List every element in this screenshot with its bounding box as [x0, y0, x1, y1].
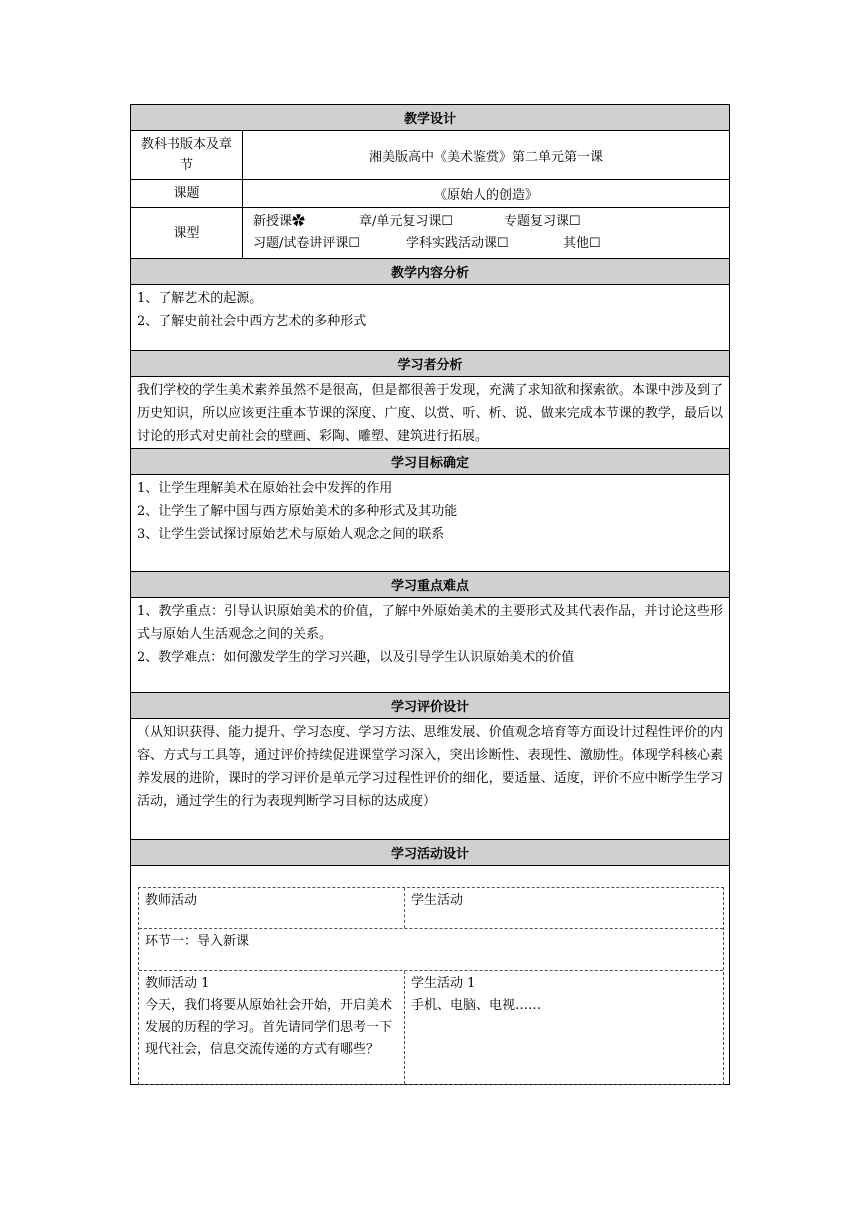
- stage-row: [139, 929, 723, 971]
- teacher-activity-text: 今天，我们将要从原始社会开始，开启美术发展的历程的学习。首先请同学们思考一下现代社会，信息交流传递的方式有哪些？: [145, 998, 393, 1057]
- goals-title: 学习目标确定: [390, 456, 469, 471]
- textbook-label: 教科书版本及章节: [131, 131, 243, 179]
- topic-row: [130, 179, 730, 207]
- activities-col-header-row: [139, 888, 723, 929]
- lesson-type-row: [130, 207, 730, 258]
- type-option-practice[interactable]: 学科实践活动课☐: [406, 236, 509, 251]
- goals-body: [130, 474, 730, 571]
- activities-header: [130, 839, 730, 865]
- type-option-unit-review[interactable]: 章/单元复习课☐: [359, 214, 454, 229]
- content-analysis-body: [130, 284, 730, 350]
- type-option-new[interactable]: 新授课✿: [253, 214, 306, 229]
- key-points-header: [130, 571, 730, 597]
- activities-body: [130, 865, 730, 1085]
- textbook-value: 湘美版高中《美术鉴赏》第二单元第一课: [368, 149, 603, 165]
- goal-line: 1、让学生理解美术在原始社会中发挥的作用: [137, 481, 393, 496]
- key-points-title: 学习重点难点: [390, 579, 469, 594]
- evaluation-text: （从知识获得、能力提升、学习态度、学习方法、思维发展、价值观念培育等方面设计过程性评价的内容、方式与工具等，通过评价持续促进课堂学习深入，突出诊断性、表现性、激励性。体现学科核心素养发展的进阶，课时的学习评价是单元学习过程性评价的细化，要适量、适度，评价不应中断学生学习活动，通过学生的行为表现判断学习目标的达成度）: [137, 725, 723, 809]
- student-activity: [405, 971, 723, 1084]
- topic-value: 《原始人的创造》: [433, 188, 538, 203]
- topic-label: 课题: [131, 180, 243, 207]
- key-points-body: [130, 597, 730, 692]
- learner-analysis-body: [130, 376, 730, 448]
- student-activity-title: 学生活动 1: [411, 976, 476, 991]
- evaluation-header: [130, 692, 730, 718]
- student-activity-text: 手机、电脑、电视……: [411, 998, 542, 1013]
- content-line: 2、了解史前社会中西方艺术的多种形式: [137, 314, 367, 329]
- learner-analysis-header: [130, 350, 730, 376]
- teacher-activity: [139, 971, 405, 1084]
- title-header: [130, 104, 730, 130]
- evaluation-title: 学习评价设计: [390, 700, 469, 715]
- type-option-other[interactable]: 其他☐: [563, 236, 601, 251]
- activity-row: [139, 971, 723, 1084]
- key-point-line: 1、教学重点：引导认识原始美术的价值，了解中外原始美术的主要形式及其代表作品，并讨论这些形式与原始人生活观念之间的关系。: [137, 604, 723, 642]
- textbook-row: [130, 130, 730, 179]
- content-analysis-header: [130, 258, 730, 284]
- goal-line: 3、让学生尝试探讨原始艺术与原始人观念之间的联系: [137, 527, 445, 542]
- key-point-line: 2、教学难点：如何激发学生的学习兴趣，以及引导学生认识原始美术的价值: [137, 650, 575, 665]
- goals-header: [130, 448, 730, 474]
- activities-title: 学习活动设计: [390, 847, 469, 862]
- teacher-activity-title: 教师活动 1: [145, 976, 210, 991]
- learner-analysis-title: 学习者分析: [397, 358, 463, 373]
- student-col-header: 学生活动: [411, 893, 464, 908]
- type-option-exercise[interactable]: 习题/试卷讲评课☐: [253, 236, 361, 251]
- type-label: 课型: [131, 208, 243, 258]
- lesson-type-options: [243, 208, 729, 258]
- content-analysis-title: 教学内容分析: [390, 266, 469, 281]
- evaluation-body: [130, 718, 730, 839]
- type-option-topic-review[interactable]: 专题复习课☐: [504, 214, 581, 229]
- activities-table: [138, 887, 724, 1085]
- lesson-design-table: [130, 104, 730, 1085]
- teacher-col-header: 教师活动: [139, 888, 405, 928]
- doc-title: 教学设计: [403, 112, 456, 127]
- content-line: 1、了解艺术的起源。: [137, 291, 263, 306]
- stage-label: 环节一：导入新课: [145, 934, 250, 949]
- goal-line: 2、让学生了解中国与西方原始美术的多种形式及其功能: [137, 504, 458, 519]
- learner-text: 我们学校的学生美术素养虽然不是很高，但是都很善于发现，充满了求知欲和探索欲。本课中涉及到了历史知识，所以应该更注重本节课的深度、广度、以赏、听、析、说、做来完成本节课的教学，最后以讨论的形式对史前社会的壁画、彩陶、雕塑、建筑进行拓展。: [137, 383, 723, 444]
